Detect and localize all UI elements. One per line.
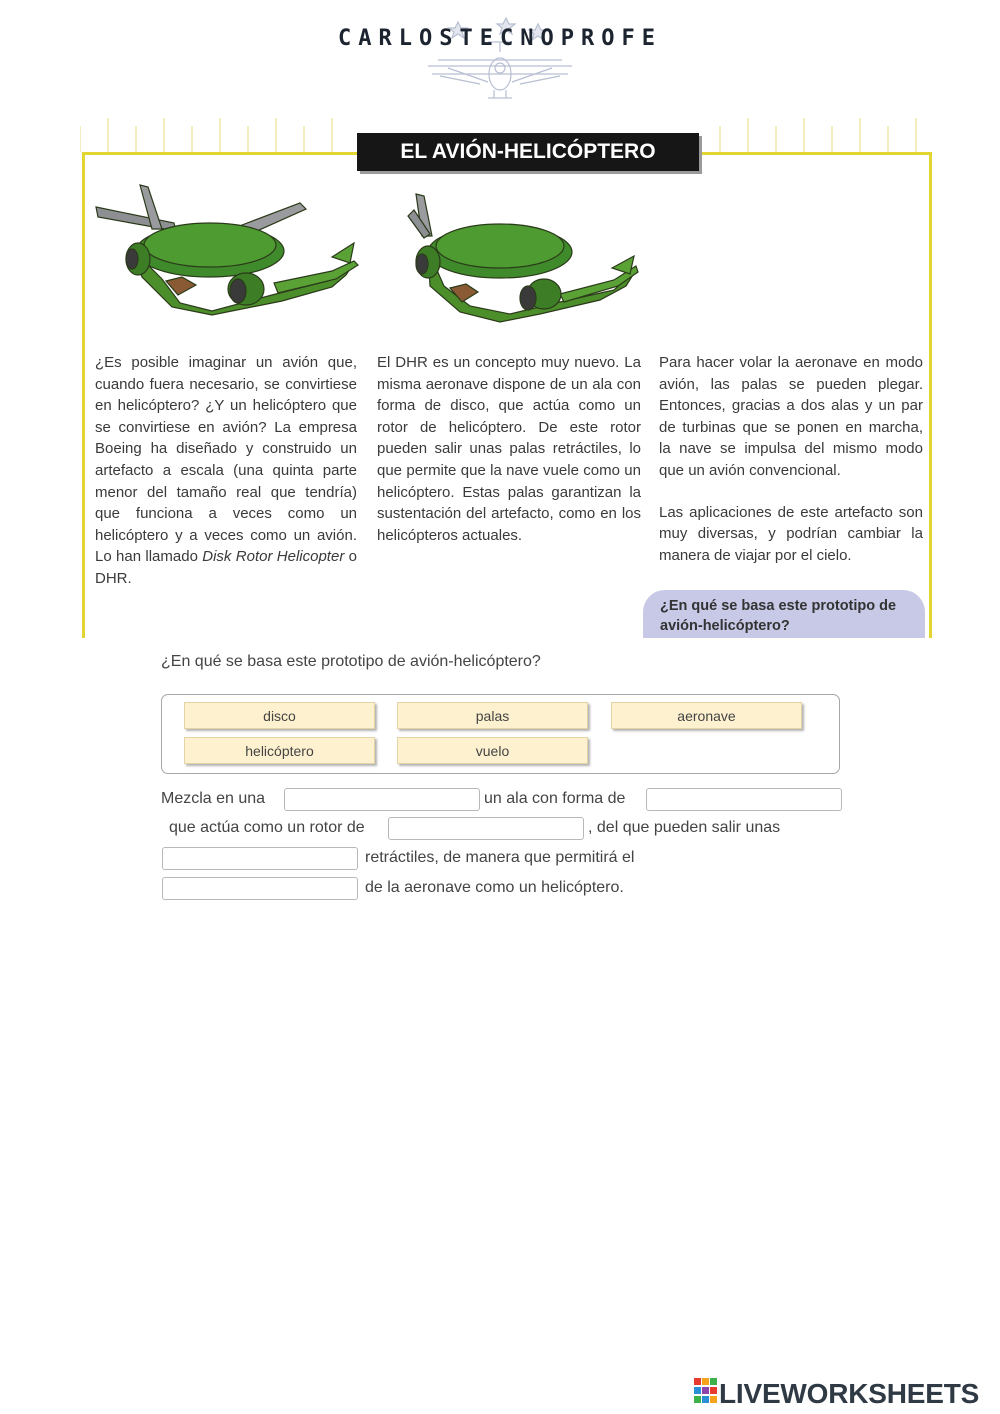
liveworksheets-logo-icon	[694, 1377, 718, 1405]
column-3-paragraph-1: Para hacer volar la aeronave en modo avión, las palas se pueden plegar. Entonces, gracias a dos alas y un par de turbinas que se ponen en marcha, la nave se impulsa del mismo modo que un avión convencional.	[659, 354, 923, 479]
column-2-text: El DHR es un concepto muy nuevo. La misma aeronave dispone de un ala con forma de disco, que actúa como un rotor de helicóptero. De este rotor pueden salir unas palas retráctiles, lo que permite que la nave vuele como un helicóptero. Estas palas garantizan la sustentación del artefacto, como en los helicópteros actuales.	[377, 354, 641, 544]
word-chip-vuelo[interactable]: vuelo	[397, 737, 588, 764]
article-column-2	[377, 352, 641, 546]
brand-title: CARLOSTECNOPROFE	[338, 26, 662, 51]
column-3-paragraph-2: Las aplicaciones de este artefacto son muy diversas, y podrían cambiar la manera de viajar por el cielo.	[659, 503, 923, 564]
blank-5-input[interactable]	[162, 877, 358, 900]
helicopter-aircraft-icon	[92, 183, 362, 318]
sentence-part-6: de la aeronave como un helicóptero.	[365, 879, 624, 896]
sentence-part-4: , del que pueden salir unas	[588, 819, 781, 836]
article-column-1	[95, 352, 357, 590]
sentence-part-2: un ala con forma de	[484, 790, 626, 807]
word-chip-aeronave[interactable]: aeronave	[611, 702, 802, 729]
footer-brand: LIVEWORKSHEETS	[719, 1378, 980, 1409]
word-chip-helicoptero[interactable]: helicóptero	[184, 737, 375, 764]
question-callout-text: ¿En qué se basa este prototipo de avión-helicóptero?	[660, 598, 897, 634]
exercise-prompt: ¿En qué se basa este prototipo de avión-helicóptero?	[161, 653, 541, 670]
question-callout	[643, 590, 925, 638]
sentence-part-3: que actúa como un rotor de	[169, 819, 365, 836]
word-bank	[161, 694, 840, 774]
article-title: EL AVIÓN-HELICÓPTERO	[357, 133, 699, 171]
blank-1-input[interactable]	[284, 788, 480, 811]
column-1-text: ¿Es posible imaginar un avión que, cuando fuera necesario, se convirtiese en helicóptero? ¿Y un helicóptero que se convirtiese en avión? La empresa Boeing ha diseñado y construido un artefacto a escala (una quinta parte menor del tamaño real que tendría) que funciona a veces como un helicóptero y a veces como un avión. Lo han llamado	[95, 354, 357, 566]
helicopter-aircraft-icon	[400, 190, 640, 325]
blank-3-input[interactable]	[388, 817, 584, 840]
column-1-end: o DHR.	[95, 548, 358, 587]
word-chip-disco[interactable]: disco	[184, 702, 375, 729]
word-chip-palas[interactable]: palas	[397, 702, 588, 729]
blank-2-input[interactable]	[646, 788, 842, 811]
sentence-part-5: retráctiles, de manera que permitirá el	[365, 849, 635, 866]
article-column-3	[659, 352, 923, 566]
blank-4-input[interactable]	[162, 847, 358, 870]
sentence-part-1: Mezcla en una	[161, 790, 266, 807]
column-1-italic: Disk Rotor Helicopter	[202, 548, 345, 566]
